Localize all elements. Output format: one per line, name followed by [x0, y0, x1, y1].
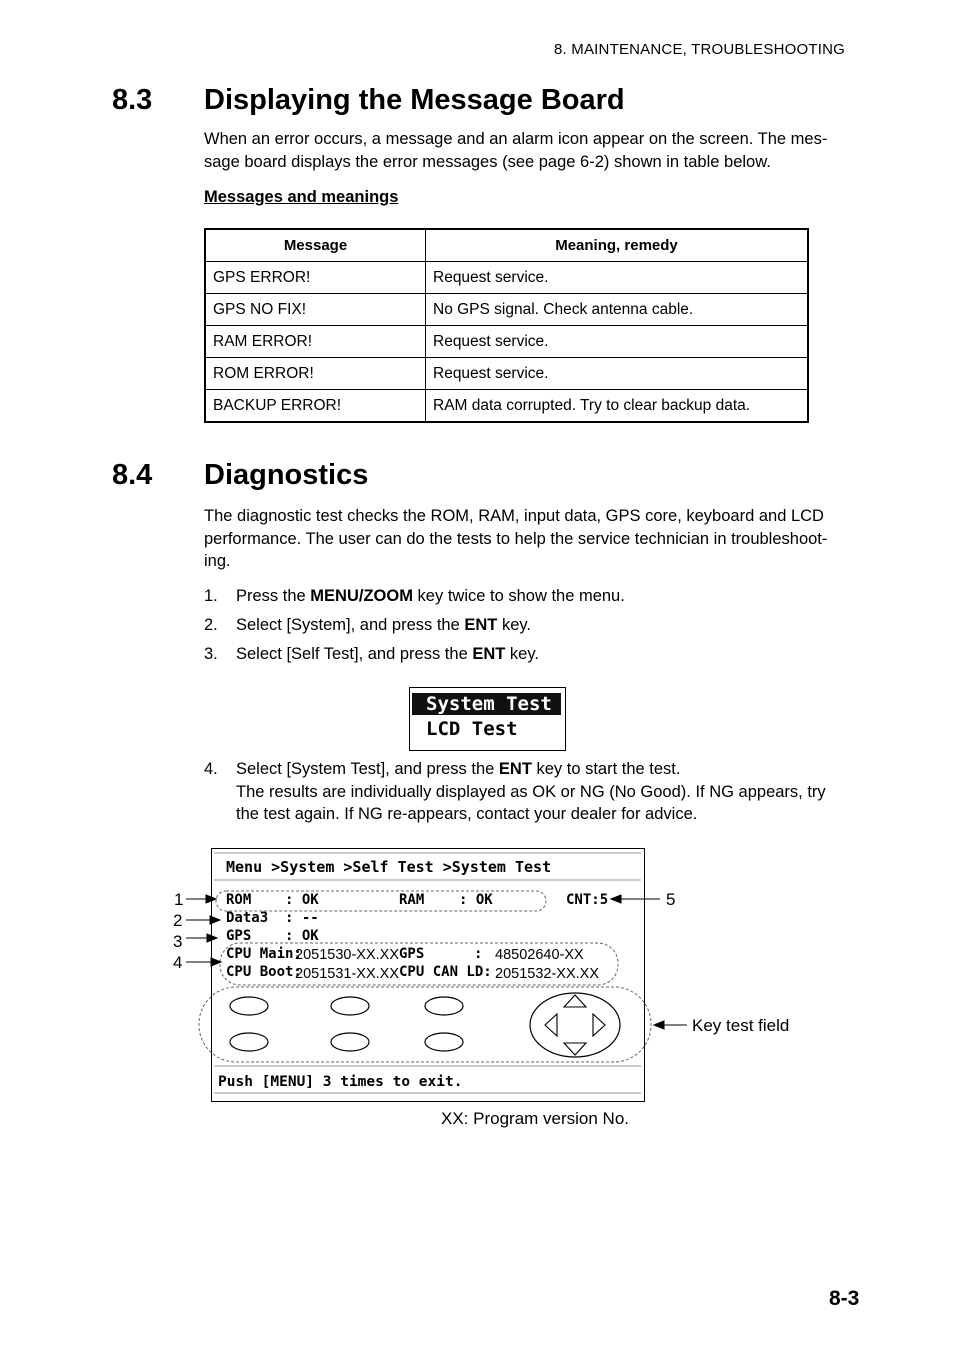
meaning-cell: Request service.	[426, 262, 809, 294]
step-text: Select [Self Test], and press the	[236, 645, 473, 663]
gps-version-label: GPS	[399, 946, 425, 962]
data3-label: Data3	[226, 910, 269, 926]
key-name: ENT	[472, 645, 506, 663]
callout-5: 5	[666, 890, 676, 909]
step-text: key to start the test.	[531, 760, 681, 778]
version-outline	[220, 943, 618, 985]
key-oval	[425, 997, 463, 1015]
callout-3: 3	[173, 932, 183, 951]
step-number: 3.	[204, 645, 218, 663]
intro-line: When an error occurs, a message and an alarm icon appear on the screen. The mes-	[204, 130, 828, 148]
cpu-main-label: CPU Main:	[226, 946, 302, 962]
gps-label: GPS	[226, 928, 252, 944]
callout-key-test-field: Key test field	[692, 1016, 790, 1035]
meaning-cell: Request service.	[426, 326, 809, 358]
key-oval	[331, 997, 369, 1015]
step-text: key.	[497, 616, 531, 634]
data3-value: : --	[285, 910, 319, 926]
section-8-4-title: Diagnostics	[204, 459, 369, 491]
key-name: ENT	[498, 760, 532, 778]
intro-line: ing.	[204, 552, 231, 570]
menu-item-lcd-test[interactable]: LCD Test	[426, 718, 518, 740]
meaning-cell: No GPS signal. Check antenna cable.	[426, 294, 809, 326]
menu-item-label: System Test	[426, 693, 552, 715]
section-8-4-number: 8.4	[112, 459, 153, 491]
key-oval	[425, 1033, 463, 1051]
key-name: MENU/ZOOM	[310, 587, 413, 605]
screen-breadcrumb: Menu >System >Self Test >System Test	[226, 858, 552, 876]
cpu-boot-label: CPU Boot:	[226, 964, 302, 980]
intro-line: performance. The user can do the tests to help the service technician in troubleshoot-	[204, 529, 828, 548]
page-number: 8-3	[829, 1287, 860, 1310]
gps-version: 48502640-XX	[495, 947, 584, 963]
step-text: Select [System Test], and press the	[236, 760, 499, 778]
step-4-detail: The results are individually displayed as OK or NG (No Good). If NG appears, try	[236, 782, 826, 801]
step-text: key.	[505, 645, 539, 663]
meaning-cell: Request service.	[426, 358, 809, 390]
step-text: key twice to show the menu.	[412, 587, 625, 605]
cnt-value: CNT:5	[566, 892, 609, 908]
step-text: Select [System], and press the	[236, 616, 465, 634]
section-8-3-number: 8.3	[112, 84, 153, 116]
screen-footer: Push [MENU] 3 times to exit.	[218, 1074, 463, 1090]
key-name: ENT	[464, 616, 498, 634]
rom-label: ROM	[226, 892, 252, 908]
rom-value: : OK	[285, 892, 319, 908]
step-4-detail: the test again. If NG re-appears, contact your dealer for advice.	[236, 805, 698, 823]
callout-4: 4	[173, 953, 183, 972]
rom-ram-outline	[216, 891, 546, 911]
gps-version-colon: :	[474, 946, 483, 962]
cpu-can-label: CPU CAN LD:	[399, 964, 492, 980]
message-cell: GPS NO FIX!	[205, 294, 426, 326]
message-cell: BACKUP ERROR!	[205, 390, 426, 423]
cpu-boot-version: 2051531-XX.XX	[295, 966, 399, 982]
cpu-can-version: 2051532-XX.XX	[495, 966, 599, 982]
callout-2: 2	[173, 911, 183, 930]
step-text: Press the	[236, 587, 311, 605]
step-number: 2.	[204, 616, 218, 634]
step-number: 4.	[204, 760, 218, 778]
table-heading: Messages and meanings	[204, 188, 399, 206]
message-cell: ROM ERROR!	[205, 358, 426, 390]
step-number: 1.	[204, 587, 218, 605]
cpu-main-version: 2051530-XX.XX	[295, 947, 399, 963]
key-oval	[230, 997, 268, 1015]
key-oval	[331, 1033, 369, 1051]
col-header-message: Message	[205, 229, 426, 262]
section-8-3-title: Displaying the Message Board	[204, 84, 625, 116]
col-header-meaning: Meaning, remedy	[426, 229, 809, 262]
intro-line: The diagnostic test checks the ROM, RAM, input data, GPS core, keyboard and LCD	[204, 507, 824, 525]
ram-label: RAM	[399, 892, 425, 908]
ram-value: : OK	[459, 892, 493, 908]
intro-line: sage board displays the error messages (see page 6-2) shown in table below.	[204, 152, 771, 171]
running-header: 8. MAINTENANCE, TROUBLESHOOTING	[554, 41, 845, 58]
footnote: XX: Program version No.	[441, 1109, 630, 1128]
key-oval	[230, 1033, 268, 1051]
meaning-cell: RAM data corrupted. Try to clear backup data.	[426, 390, 809, 423]
callout-1: 1	[174, 890, 184, 909]
message-cell: RAM ERROR!	[205, 326, 426, 358]
gps-value: : OK	[285, 928, 319, 944]
message-cell: GPS ERROR!	[205, 262, 426, 294]
